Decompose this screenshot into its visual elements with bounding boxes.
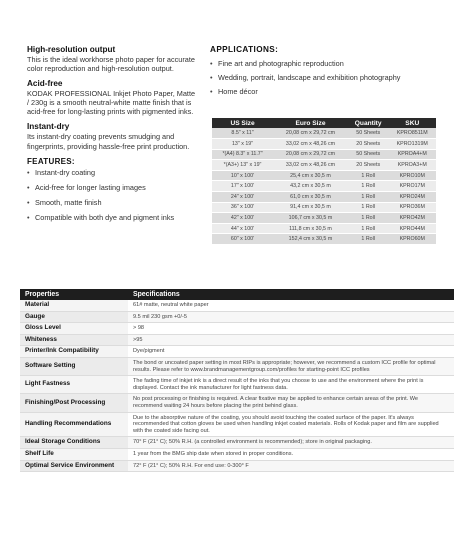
table-cell: 33,02 cm x 48,26 cm <box>273 139 348 150</box>
property-name: Gloss Level <box>20 323 128 335</box>
table-cell: KPRO42M <box>389 213 436 224</box>
table-cell: KPRO10M <box>389 170 436 181</box>
property-name: Material <box>20 300 128 311</box>
table-row <box>212 202 436 213</box>
table-cell: 61,0 cm x 30,5 m <box>273 192 348 203</box>
table-row <box>212 223 436 234</box>
table-cell: 1 Roll <box>348 202 389 213</box>
table-cell: 20,08 cm x 29,72 cm <box>273 149 348 160</box>
table-cell: 17" x 100' <box>212 181 273 192</box>
column-header: Euro Size <box>273 118 348 128</box>
section-high-resolution <box>27 45 197 73</box>
table-cell: 36" x 100' <box>212 202 273 213</box>
property-name: Handling Recommendations <box>20 412 128 437</box>
table-cell: *(A4) 8.3" x 11.7" <box>212 149 273 160</box>
table-row <box>212 181 436 192</box>
table-cell: 24" x 100' <box>212 192 273 203</box>
table-row <box>20 323 454 335</box>
table-row <box>212 160 436 171</box>
features-title: FEATURES: <box>27 156 75 166</box>
property-name: Shelf Life <box>20 448 128 460</box>
table-cell: KPRO60M <box>389 234 436 245</box>
property-name: Optimal Service Environment <box>20 460 128 472</box>
property-name: Printer/Ink Compatibility <box>20 346 128 358</box>
property-value: 1 year from the BMG ship date when stored in proper conditions. <box>128 448 454 460</box>
feature-item: • Smooth, matte finish <box>27 199 197 207</box>
table-cell: KPROA3+M <box>389 160 436 171</box>
property-value: 9.5 mil 230 gsm +0/-5 <box>128 311 454 323</box>
property-name: Finishing/Post Processing <box>20 394 128 412</box>
specifications-table <box>20 289 454 472</box>
section-title: Instant-dry <box>27 122 70 132</box>
table-cell: 111,8 cm x 30,5 m <box>273 223 348 234</box>
applications-list <box>210 59 450 96</box>
column-header: Properties <box>20 289 128 300</box>
table-cell: 152,4 cm x 30,5 m <box>273 234 348 245</box>
product-description <box>27 45 197 229</box>
table-cell: 91,4 cm x 30,5 m <box>273 202 348 213</box>
section-title: Acid-free <box>27 79 63 89</box>
table-row <box>20 376 454 394</box>
table-row <box>20 448 454 460</box>
table-cell: 1 Roll <box>348 213 389 224</box>
table-cell: 44" x 100' <box>212 223 273 234</box>
property-name: Whiteness <box>20 334 128 346</box>
table-row <box>212 234 436 245</box>
table-cell: 1 Roll <box>348 170 389 181</box>
table-cell: KPRO17M <box>389 181 436 192</box>
property-name: Software Setting <box>20 357 128 375</box>
section-instant-dry <box>27 122 197 150</box>
property-value: The bond or uncoated paper setting in most RIPs is appropriate; however, we recommend a custom ICC profile for optimal results. Please refer to www.brandmanagementgroup.com/profiles for starting-point ICC profiles <box>128 357 454 375</box>
table-row <box>212 213 436 224</box>
application-item: • Fine art and photographic reproduction <box>210 59 450 68</box>
table-cell: 10" x 100' <box>212 170 273 181</box>
table-cell: KPRO24M <box>389 192 436 203</box>
table-cell: 1 Roll <box>348 223 389 234</box>
property-value: No post processing or finishing is required. A clear fixative may be applied to enhance certain areas of the print. We recommend waiting 24 hours before placing the print behind glass. <box>128 394 454 412</box>
table-cell: 25,4 cm x 30,5 m <box>273 170 348 181</box>
section-title: High-resolution output <box>27 45 116 54</box>
table-row <box>20 460 454 472</box>
section-acid-free <box>27 79 197 116</box>
section-text: This is the ideal workhorse photo paper for accurate color reproduction and high-resolution output. <box>27 55 195 74</box>
table-cell: KPRO8511M <box>389 128 436 139</box>
table-row <box>20 437 454 449</box>
property-value: Dye/pigment <box>128 346 454 358</box>
table-cell: 13" x 19" <box>212 139 273 150</box>
property-name: Light Fastness <box>20 376 128 394</box>
column-header: Quantity <box>348 118 389 128</box>
features-list <box>27 169 197 222</box>
table-cell: 43,2 cm x 30,5 m <box>273 181 348 192</box>
table-row <box>20 346 454 358</box>
table-row <box>20 334 454 346</box>
applications-title: APPLICATIONS: <box>210 45 279 54</box>
property-name: Gauge <box>20 311 128 323</box>
column-header: Specifications <box>128 289 454 300</box>
specs-table-header <box>20 289 454 300</box>
table-cell: 8.5" x 11" <box>212 128 273 139</box>
table-row <box>20 394 454 412</box>
applications-section <box>210 45 450 101</box>
property-value: 70° F (21° C); 50% R.H. (a controlled environment is recommended); store in original packaging. <box>128 437 454 449</box>
table-row <box>20 300 454 311</box>
table-cell: 1 Roll <box>348 234 389 245</box>
table-row <box>20 311 454 323</box>
table-cell: 50 Sheets <box>348 149 389 160</box>
property-value: > 98 <box>128 323 454 335</box>
application-item: • Home décor <box>210 87 450 96</box>
property-value: >95 <box>128 334 454 346</box>
table-cell: 1 Roll <box>348 192 389 203</box>
table-cell: 20 Sheets <box>348 160 389 171</box>
table-row <box>20 412 454 437</box>
table-cell: 20 Sheets <box>348 139 389 150</box>
table-row <box>212 139 436 150</box>
table-cell: 42" x 100' <box>212 213 273 224</box>
table-cell: KPRO36M <box>389 202 436 213</box>
feature-item: • Acid-free for longer lasting images <box>27 184 197 192</box>
table-cell: KPROA4+M <box>389 149 436 160</box>
table-cell: KPRO1319M <box>389 139 436 150</box>
property-name: Ideal Storage Conditions <box>20 437 128 449</box>
table-row <box>212 170 436 181</box>
application-item: • Wedding, portrait, landscape and exhibition photography <box>210 73 450 82</box>
table-cell: 60" x 100' <box>212 234 273 245</box>
section-text: KODAK PROFESSIONAL Inkjet Photo Paper, Matte / 230g is a smooth neutral-white matte finish that is acid-free for long-lasting prints with pigmented inks. <box>27 89 196 117</box>
table-cell: 1 Roll <box>348 181 389 192</box>
table-cell: 20,08 cm x 29,72 cm <box>273 128 348 139</box>
table-row <box>212 128 436 139</box>
property-value: The fading time of inkjet ink is a direct result of the inks that you choose to use and the environment where the print is displayed. Contact the ink manufacturer for light fastness data. <box>128 376 454 394</box>
property-value: 72° F (21° C); 50% R.H. For end use: 0-300° F <box>128 460 454 472</box>
feature-item: • Instant-dry coating <box>27 169 197 177</box>
feature-item: • Compatible with both dye and pigment inks <box>27 214 197 222</box>
column-header: SKU <box>389 118 436 128</box>
property-value: 61# matte, neutral white paper <box>128 300 454 311</box>
table-cell: 50 Sheets <box>348 128 389 139</box>
table-cell: 33,02 cm x 48,26 cm <box>273 160 348 171</box>
table-cell: KPRO44M <box>389 223 436 234</box>
sizes-table <box>212 118 436 245</box>
table-cell: 106,7 cm x 30,5 m <box>273 213 348 224</box>
column-header: US Size <box>212 118 273 128</box>
sizes-table-header <box>212 118 436 128</box>
property-value: Due to the absorptive nature of the coating, you should avoid touching the coated surface of the paper. It's always recommended that cotton gloves be used when handling inkjet coated materials. Rolls of Kodak paper and film are supplied with the coated side facing out. <box>128 412 454 437</box>
table-cell: *(A3+) 13" x 19" <box>212 160 273 171</box>
table-row <box>212 192 436 203</box>
section-text: Its instant-dry coating prevents smudging and fingerprints, providing hassle-free print production. <box>27 132 190 151</box>
table-row <box>20 357 454 375</box>
table-row <box>212 149 436 160</box>
